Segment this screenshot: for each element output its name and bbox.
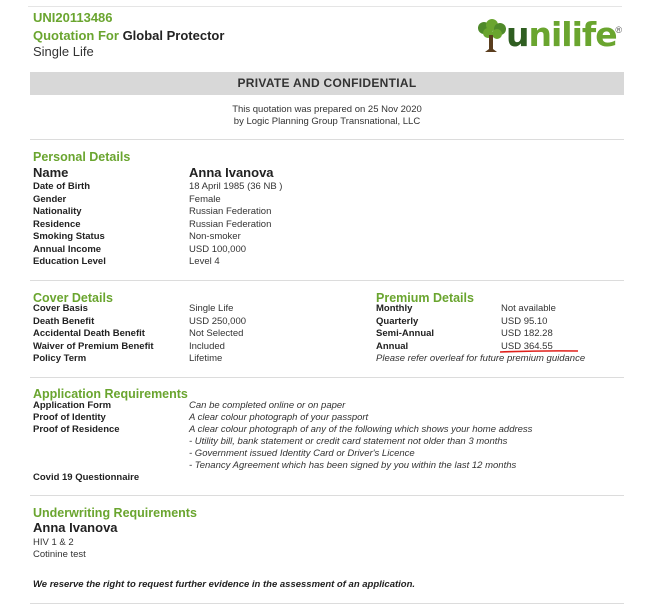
divider [30, 495, 624, 496]
divider [30, 377, 624, 378]
logo-wordmark: unilife [506, 15, 617, 54]
confidential-banner: PRIVATE AND CONFIDENTIAL [30, 72, 624, 95]
premium-field-label: Quarterly [376, 315, 419, 327]
personal-field-label: Smoking Status [33, 231, 105, 242]
cover-field-value: Single Life [189, 303, 234, 314]
personal-field-label: Annual Income [33, 243, 102, 255]
premium-field-value: USD 182.28 [501, 328, 553, 339]
underwriting-requirements-title: Underwriting Requirements [33, 506, 197, 520]
personal-field-label: Nationality [33, 206, 82, 217]
personal-field-value: USD 100,000 [189, 243, 247, 255]
cover-field-label: Death Benefit [33, 315, 95, 327]
premium-field-label: Monthly [376, 303, 413, 314]
premium-field-label: Semi-Annual [376, 328, 435, 339]
quotation-reference: UNI20113486 [33, 10, 113, 25]
registered-mark: ® [615, 25, 622, 35]
personal-field-value: Russian Federation [189, 206, 272, 217]
name-label: Name [33, 165, 69, 180]
premium-field-value: USD 364.55 [501, 340, 553, 352]
personal-field-label: Education Level [33, 256, 106, 267]
requirement-value: - Government issued Identity Card or Driver's Licence [189, 448, 415, 459]
cover-field-label: Waiver of Premium Benefit [33, 340, 154, 352]
top-divider [28, 6, 622, 7]
requirement-value: - Tenancy Agreement which has been signed by you within the last 12 months [189, 460, 517, 471]
personal-field-value: 18 April 1985 (36 NB ) [189, 181, 283, 192]
divider [30, 139, 624, 140]
underwriting-item: Cotinine test [33, 549, 86, 560]
application-requirements-title: Application Requirements [33, 387, 188, 401]
requirement-label: Proof of Residence [33, 424, 120, 435]
personal-field-label: Residence [33, 218, 81, 230]
cover-field-value: USD 250,000 [189, 315, 247, 327]
requirement-value: A clear colour photograph of any of the following which shows your home address [189, 424, 533, 435]
product-name: Global Protector [122, 28, 225, 43]
underwriting-item: HIV 1 & 2 [33, 537, 74, 548]
quotation-prefix: Quotation For [33, 28, 119, 43]
personal-field-value: Non-smoker [189, 231, 241, 242]
divider [30, 603, 624, 604]
cover-field-value: Not Selected [189, 328, 244, 339]
cover-field-value: Included [189, 340, 225, 352]
cover-field-value: Lifetime [189, 353, 223, 364]
underwriting-name: Anna Ivanova [33, 520, 118, 535]
personal-details-title: Personal Details [33, 150, 131, 164]
evidence-disclaimer: We reserve the right to request further evidence in the assessment of an application. [33, 579, 416, 590]
requirement-value: Can be completed online or on paper [189, 400, 346, 411]
life-basis: Single Life [33, 44, 94, 59]
cover-field-label: Cover Basis [33, 303, 88, 314]
cover-field-label: Accidental Death Benefit [33, 328, 145, 339]
requirement-value: - Utility bill, bank statement or credit card statement not older than 3 months [189, 436, 508, 447]
prepared-note [30, 104, 624, 128]
prepared-line-1: This quotation was prepared on 25 Nov 2020 [232, 104, 422, 115]
personal-field-value: Level 4 [189, 256, 220, 267]
divider [30, 280, 624, 281]
requirement-label: Application Form [33, 400, 112, 411]
premium-field-label: Annual [376, 340, 409, 352]
personal-field-label: Date of Birth [33, 181, 90, 192]
prepared-line-2: by Logic Planning Group Transnational, LLC [233, 116, 421, 127]
personal-field-value: Russian Federation [189, 218, 272, 230]
personal-field-label: Gender [33, 193, 67, 205]
requirement-label: Proof of Identity [33, 412, 106, 423]
tree-icon [474, 19, 508, 53]
premium-details-title: Premium Details [376, 291, 474, 305]
requirement-value: A clear colour photograph of your passport [189, 412, 369, 423]
handwritten-underline-annotation [500, 350, 578, 353]
unilife-logo [474, 17, 624, 57]
cover-details-title: Cover Details [33, 291, 113, 305]
name-value: Anna Ivanova [189, 165, 274, 180]
personal-field-value: Female [189, 193, 221, 205]
cover-field-label: Policy Term [33, 353, 87, 364]
premium-field-value: Not available [501, 303, 556, 314]
covid-questionnaire-label: Covid 19 Questionnaire [33, 472, 140, 483]
premium-guidance-note: Please refer overleaf for future premium guidance [376, 353, 586, 364]
premium-field-value: USD 95.10 [501, 315, 548, 327]
quotation-title [33, 28, 224, 43]
